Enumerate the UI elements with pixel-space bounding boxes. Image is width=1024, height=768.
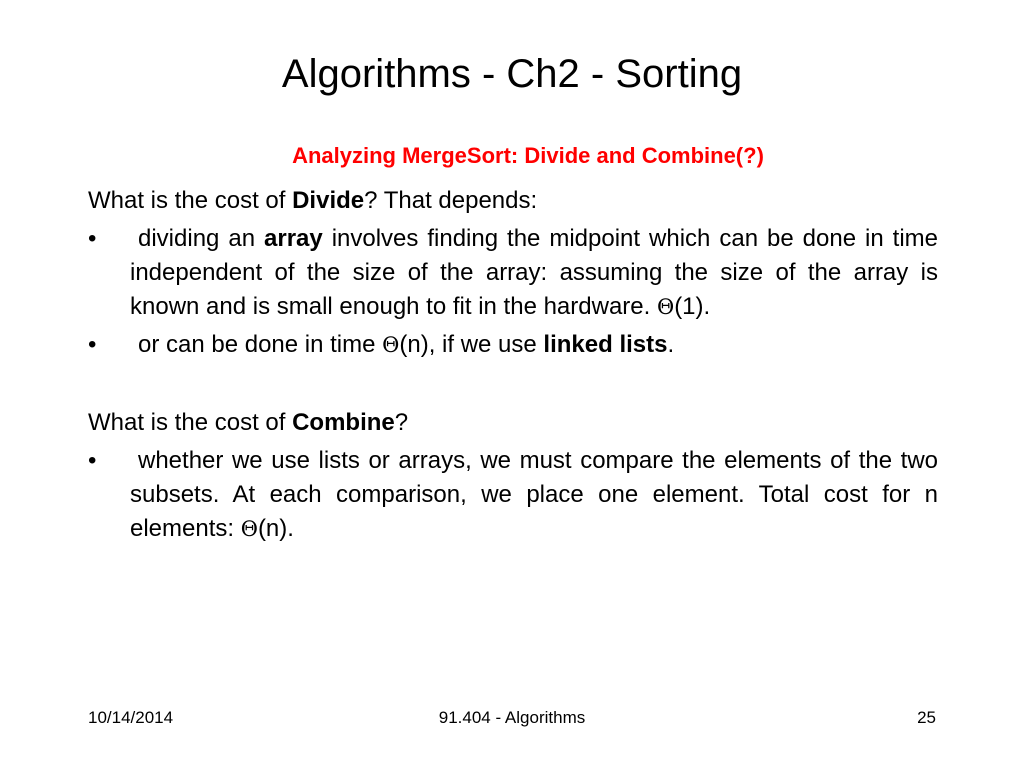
footer-date: 10/14/2014 bbox=[88, 708, 174, 727]
bullet-text-part: whether we use lists or arrays, we must compare the elements of the two subsets. At each comparison, we place one element. Total cost for n elements: bbox=[130, 447, 938, 542]
bullet-text-part: (n). bbox=[257, 515, 294, 542]
bullet-text-part: dividing an bbox=[138, 225, 264, 252]
combine-question-prefix: What is the cost of bbox=[88, 409, 293, 436]
theta-symbol: Θ bbox=[382, 333, 400, 357]
bullet-marker: • bbox=[88, 447, 97, 474]
bullet-text bbox=[130, 331, 674, 358]
footer-page-number: 25 bbox=[917, 708, 936, 727]
bullet-text-part: involves finding the midpoint which can be done in time independent of the size of the array: assuming the size of the array is known and is small enough to fit in the hardware. bbox=[130, 225, 938, 320]
bullet-bold-array: array bbox=[264, 225, 323, 252]
spacer bbox=[88, 366, 938, 406]
combine-question-suffix: ? bbox=[394, 409, 409, 436]
combine-keyword: Combine bbox=[292, 409, 395, 436]
bullet-marker: • bbox=[88, 331, 97, 358]
bullet-item-linked-lists bbox=[88, 328, 938, 362]
slide-title: Algorithms - Ch2 - Sorting bbox=[281, 52, 743, 96]
theta-symbol: Θ bbox=[240, 517, 258, 541]
bullet-text-part: (1). bbox=[674, 293, 711, 320]
slide-body bbox=[88, 140, 938, 550]
bullet-text-part: . bbox=[667, 331, 675, 358]
bullet-bold-linked-lists: linked lists bbox=[543, 331, 668, 358]
bullet-item-combine bbox=[88, 444, 938, 546]
footer-course: 91.404 - Algorithms bbox=[438, 708, 586, 727]
divide-keyword: Divide bbox=[292, 187, 365, 214]
divide-question-suffix: ? That depends: bbox=[364, 187, 538, 214]
slide-subtitle: Analyzing MergeSort: Divide and Combine(?) bbox=[292, 143, 764, 168]
bullet-item-array bbox=[88, 222, 938, 324]
bullet-text-part: (n), if we use bbox=[399, 331, 544, 358]
theta-symbol: Θ bbox=[656, 295, 675, 319]
bullet-text-part: or can be done in time bbox=[138, 331, 383, 358]
divide-question-prefix: What is the cost of bbox=[88, 187, 293, 214]
bullet-text bbox=[130, 225, 938, 320]
bullet-marker: • bbox=[88, 225, 97, 252]
divide-question bbox=[88, 184, 938, 218]
bullet-text bbox=[130, 447, 938, 542]
combine-question bbox=[88, 406, 938, 440]
